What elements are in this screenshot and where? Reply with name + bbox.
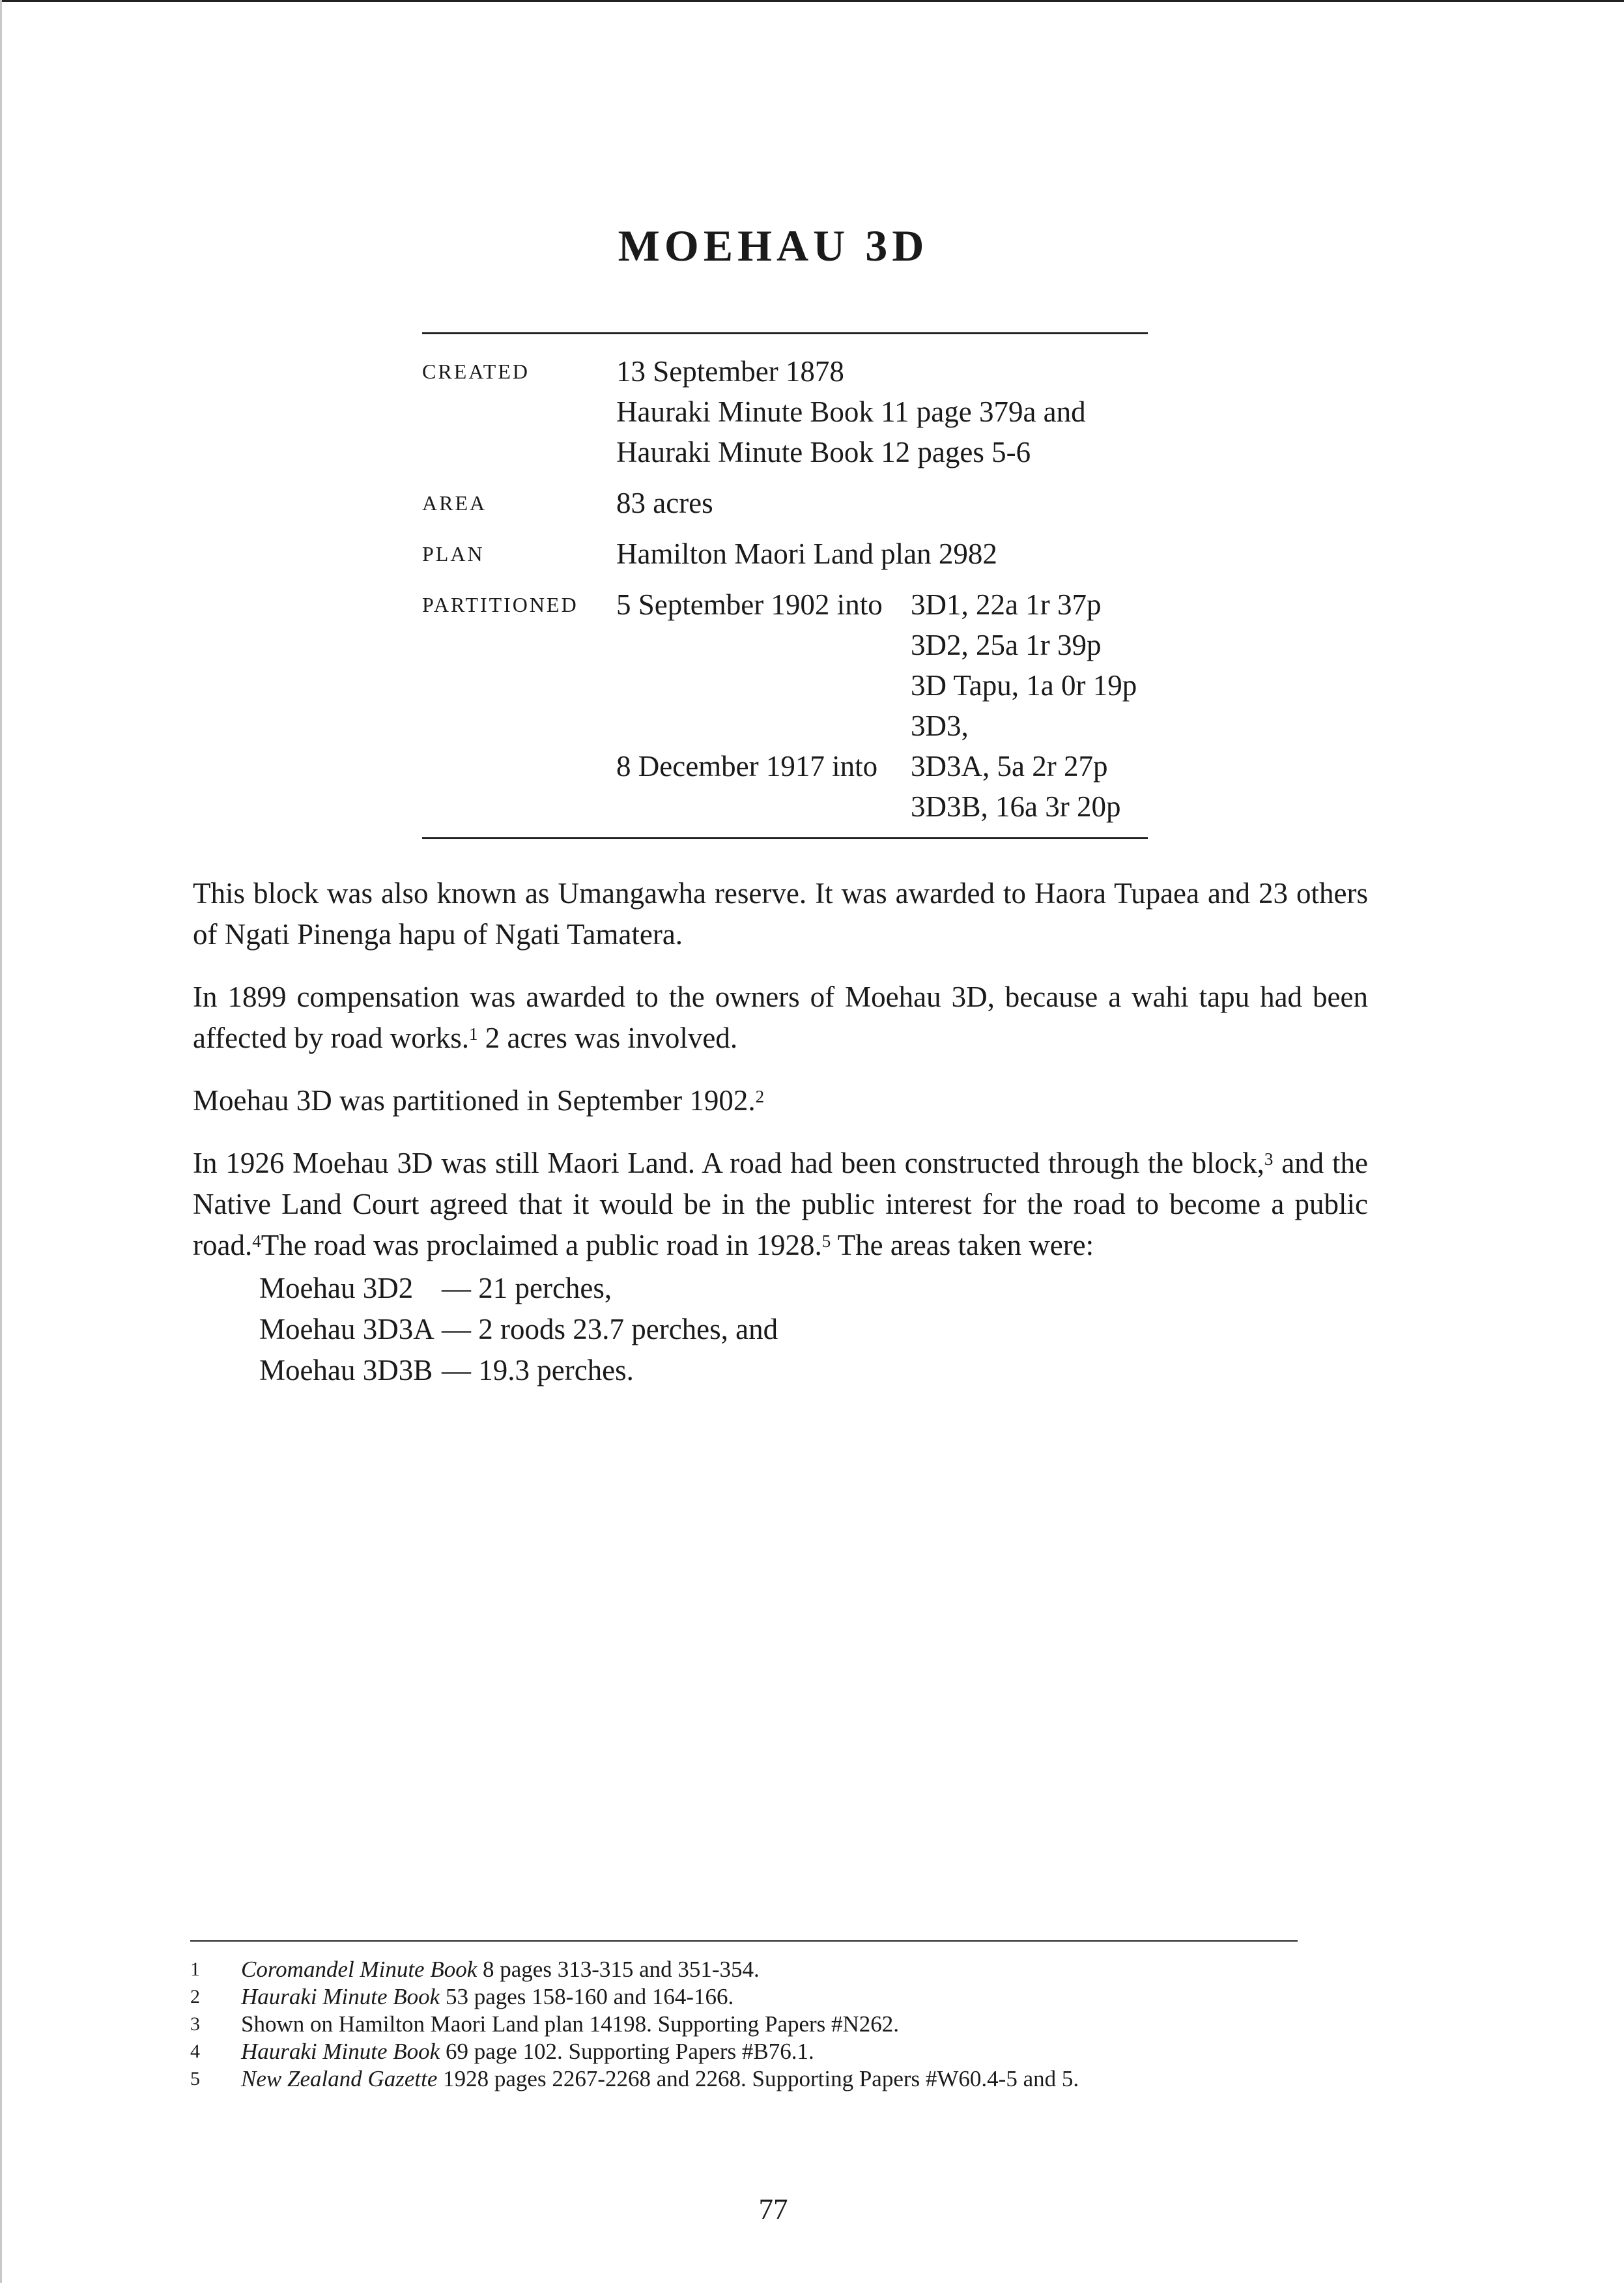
footnote-source-title: Hauraki Minute Book — [241, 2039, 440, 2064]
paragraph-4-text-d: The areas taken were: — [831, 1229, 1094, 1261]
footnote-ref-1[interactable]: 1 — [469, 1024, 478, 1044]
page-title: MOEHAU 3D — [618, 221, 929, 270]
partition-group-1917 — [616, 746, 1137, 827]
paragraph-4-text-c: The road was proclaimed a public road in 1928. — [261, 1229, 822, 1261]
footnote-source-title: New Zealand Gazette — [241, 2066, 438, 2091]
footnote-number: 5 — [190, 2068, 200, 2089]
created-source-1: Hauraki Minute Book 11 page 379a and — [616, 395, 1086, 428]
partitioned-value — [616, 584, 1137, 827]
footnote-ref-5[interactable]: 5 — [821, 1231, 831, 1251]
area-label: AREA — [422, 491, 487, 515]
area-block-name: Moehau 3D3A — [259, 1313, 434, 1345]
footnote-detail: 8 pages 313-315 and 351-354. — [477, 1957, 760, 1982]
footnotes — [190, 1940, 1298, 2093]
created-label: CREATED — [422, 360, 530, 383]
footnote-detail: 1928 pages 2267-2268 and 2268. Supporting Papers #W60.4-5 and 5. — [437, 2066, 1079, 2091]
paragraph-3-text: Moehau 3D was partitioned in September 1902. — [193, 1084, 756, 1117]
created-source-2: Hauraki Minute Book 12 pages 5-6 — [616, 436, 1031, 468]
body-text — [193, 873, 1368, 1391]
footnote-text — [241, 2011, 899, 2038]
footnote-number: 1 — [190, 1959, 200, 1980]
footnote-text — [241, 1956, 760, 1983]
area-value: 83 acres — [616, 487, 713, 519]
created-row — [422, 351, 1148, 472]
list-item — [259, 1268, 1368, 1309]
footnote-detail: 53 pages 158-160 and 164-166. — [440, 1984, 734, 2009]
areas-taken-list — [259, 1268, 1368, 1391]
partition-date: 5 September 1902 into — [616, 588, 883, 621]
paragraph-4 — [193, 1143, 1368, 1266]
plan-value: Hamilton Maori Land plan 2982 — [616, 538, 997, 570]
partition-group-1902 — [616, 584, 1137, 746]
footnote — [190, 2065, 1298, 2093]
left-page-edge — [0, 0, 2, 2283]
footnote-ref-2[interactable]: 2 — [755, 1087, 765, 1106]
paragraph-2 — [193, 977, 1368, 1059]
partition-item: 3D Tapu, 1a 0r 19p — [911, 669, 1137, 702]
paragraph-4-text-b: and the Native Land Court agreed that it would be in the public interest for the road to become a public road. — [193, 1147, 1369, 1261]
block-summary-table — [422, 332, 1148, 839]
footnote-source-title: Hauraki Minute Book — [241, 1984, 440, 2009]
area-row — [422, 483, 1148, 523]
partition-items — [911, 584, 1137, 746]
footnote-ref-3[interactable]: 3 — [1264, 1149, 1274, 1169]
created-value — [616, 351, 1086, 472]
partition-item: 3D3B, 16a 3r 20p — [911, 790, 1121, 823]
partitioned-label: PARTITIONED — [422, 593, 578, 616]
plan-label: PLAN — [422, 542, 485, 566]
partition-item: 3D3, — [911, 710, 969, 742]
list-item — [259, 1350, 1368, 1391]
plan-row — [422, 534, 1148, 574]
partition-item: 3D1, 22a 1r 37p — [911, 588, 1102, 621]
partition-date: 8 December 1917 into — [616, 750, 878, 783]
paragraph-1: This block was also known as Umangawha reserve. It was awarded to Haora Tupaea and 23 others of Ngati Pinenga hapu of Ngati Tamatera. — [193, 877, 1368, 951]
footnote-text — [241, 1983, 734, 2011]
list-item — [259, 1309, 1368, 1350]
footnote — [190, 2011, 1298, 2038]
footnote — [190, 1956, 1298, 1983]
area-amount: — 19.3 perches. — [442, 1354, 634, 1386]
footnote-detail: Shown on Hamilton Maori Land plan 14198. Supporting Papers #N262. — [241, 2011, 900, 2037]
area-amount: — 2 roods 23.7 perches, and — [442, 1313, 778, 1345]
partition-item: 3D3A, 5a 2r 27p — [911, 750, 1108, 783]
footnote-ref-4[interactable]: 4 — [252, 1231, 261, 1251]
footnote-source-title: Coromandel Minute Book — [241, 1957, 477, 1982]
area-block-name: Moehau 3D3B — [259, 1354, 433, 1386]
partitioned-row — [422, 584, 1148, 827]
partition-item: 3D2, 25a 1r 39p — [911, 629, 1102, 661]
footnote-number: 4 — [190, 2041, 200, 2062]
page-number: 77 — [758, 2193, 788, 2226]
area-block-name: Moehau 3D2 — [259, 1272, 414, 1304]
footnote — [190, 1983, 1298, 2011]
paragraph-2-text-end: 2 acres was involved. — [477, 1022, 738, 1054]
paragraph-2-text: In 1899 compensation was awarded to the owners of Moehau 3D, because a wahi tapu had been affected by road works. — [193, 981, 1368, 1054]
area-amount: — 21 perches, — [442, 1272, 612, 1304]
created-date: 13 September 1878 — [616, 355, 844, 388]
footnote-text — [241, 2038, 814, 2065]
footnote — [190, 2038, 1298, 2065]
partition-items — [911, 746, 1120, 827]
footnote-text — [241, 2065, 1079, 2093]
footnote-number: 2 — [190, 1986, 200, 2007]
paragraph-4-text-a: In 1926 Moehau 3D was still Maori Land. A road had been constructed through the block, — [193, 1147, 1264, 1179]
footnote-number: 3 — [190, 2013, 200, 2035]
top-border — [0, 0, 1624, 2]
paragraph-3 — [193, 1080, 1368, 1121]
footnote-detail: 69 page 102. Supporting Papers #B76.1. — [440, 2039, 814, 2064]
